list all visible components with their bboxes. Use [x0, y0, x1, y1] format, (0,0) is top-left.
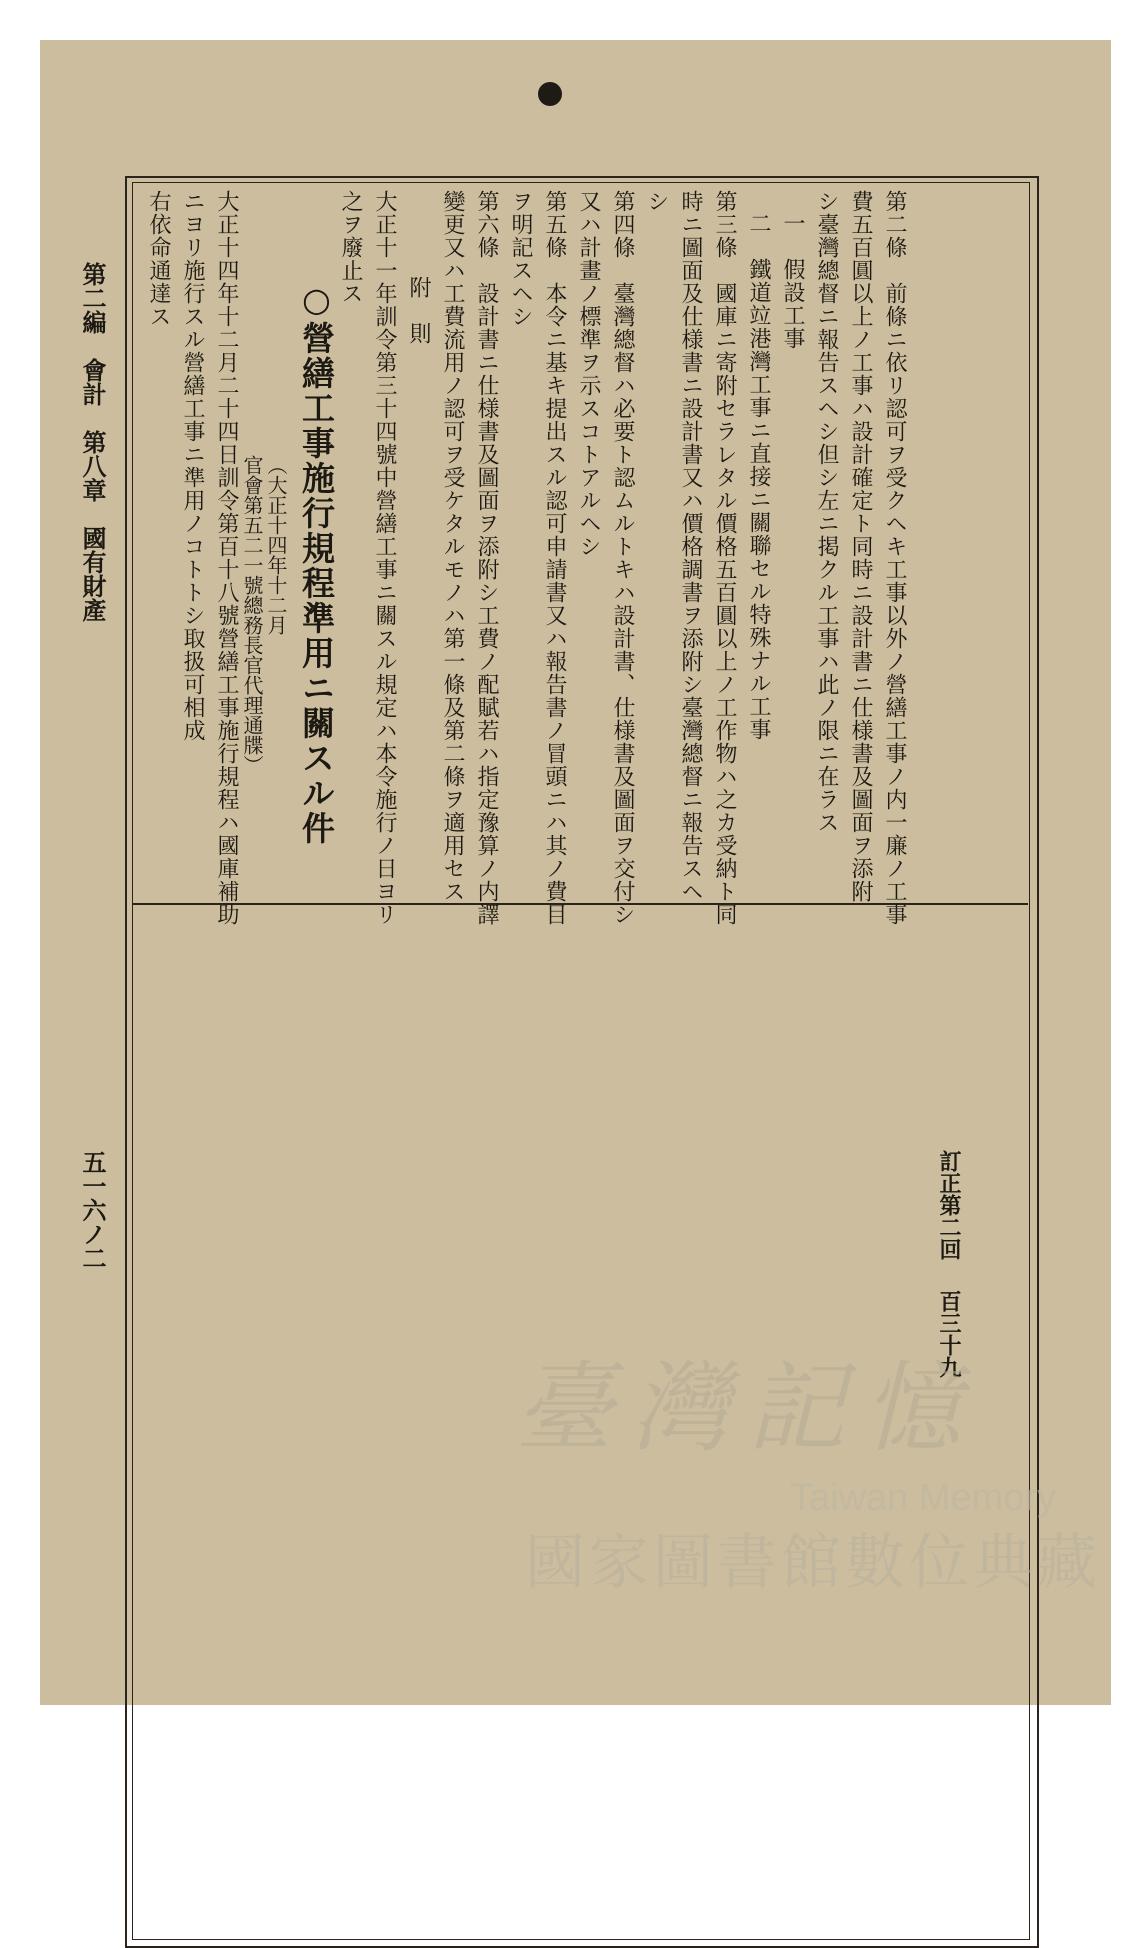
text-column-11: 第五條 本令ニ基キ提出スル認可申請書又ハ報告書ノ冒頭ニハ其ノ費目 [542, 190, 567, 926]
text-column-09: 第四條 臺灣總督ハ必要ト認ムルトキハ設計書、仕様書及圖面ヲ交付シ [610, 190, 635, 926]
page-number: 五一六ノ二 [78, 1150, 107, 1270]
text-column-18: 大正十四年十二月二十四日訓令第百十八號營繕工事施行規程ハ國庫補助 [214, 190, 239, 926]
text-column-04: 一 假設工事 [780, 212, 805, 350]
binding-hole [538, 82, 562, 106]
text-column-17: 之ヲ廢止ス [338, 190, 363, 305]
text-column-08: シ [644, 190, 669, 213]
section-heading: ○營繕工事施行規程準用ニ關スル件 [297, 280, 336, 846]
side-header: 第二編 會計 第八章 國有財產 [78, 262, 107, 622]
text-column-06: 第三條 國庫ニ寄附セラレタル價格五百圓以上ノ工作物ハ之カ受納ト同 [712, 190, 737, 926]
watermark-script: 臺灣記憶 [515, 1352, 980, 1466]
heading-gloss-2: 官會第五二一號總務長官代理通牒） [240, 455, 264, 775]
text-column-20: 右依命通達ス [146, 190, 171, 328]
text-column-12: ヲ明記スヘシ [508, 190, 533, 328]
revision-label: 訂正第二回 [936, 1150, 962, 1260]
heading-gloss-1: （大正十四年十二月 [264, 455, 288, 635]
text-column-03: シ臺灣總督ニ報告スヘシ但シ左ニ掲クル工事ハ此ノ限ニ在ラス [814, 190, 839, 834]
text-column-01: 第二條 前條ニ依リ認可ヲ受クヘキ工事以外ノ營繕工事ノ内一廉ノ工事 [882, 190, 907, 926]
text-column-19: ニヨリ施行スル營繕工事ニ準用ノコトトシ取扱可相成 [180, 190, 205, 742]
text-column-15: 附 則 [406, 276, 431, 345]
text-column-16: 大正十一年訓令第三十四號中營繕工事ニ關スル規定ハ本令施行ノ日ヨリ [372, 190, 397, 926]
text-column-14: 變更又ハ工費流用ノ認可ヲ受ケタルモノハ第一條及第二條ヲ適用セス [440, 190, 465, 903]
text-column-05: 二 鐵道竝港灣工事ニ直接ニ關聯セル特殊ナル工事 [746, 212, 771, 741]
text-column-07: 時ニ圖面及仕様書ニ設計書又ハ價格調書ヲ添附シ臺灣總督ニ報告スヘ [678, 190, 703, 903]
watermark-chinese: 國家圖書館數位典藏 [525, 1529, 1101, 1596]
revision-page: 百三十九 [936, 1290, 962, 1378]
watermark-english: Taiwan Memory [790, 1477, 1057, 1519]
text-column-10: 又ハ計畫ノ標準ヲ示スコトアルヘシ [576, 190, 601, 558]
text-column-02: 費五百圓以上ノ工事ハ設計確定ト同時ニ設計書ニ仕様書及圖面ヲ添附 [848, 190, 873, 903]
text-column-13: 第六條 設計書ニ仕様書及圖面ヲ添附シ工費ノ配賦若ハ指定豫算ノ内譯 [474, 190, 499, 926]
